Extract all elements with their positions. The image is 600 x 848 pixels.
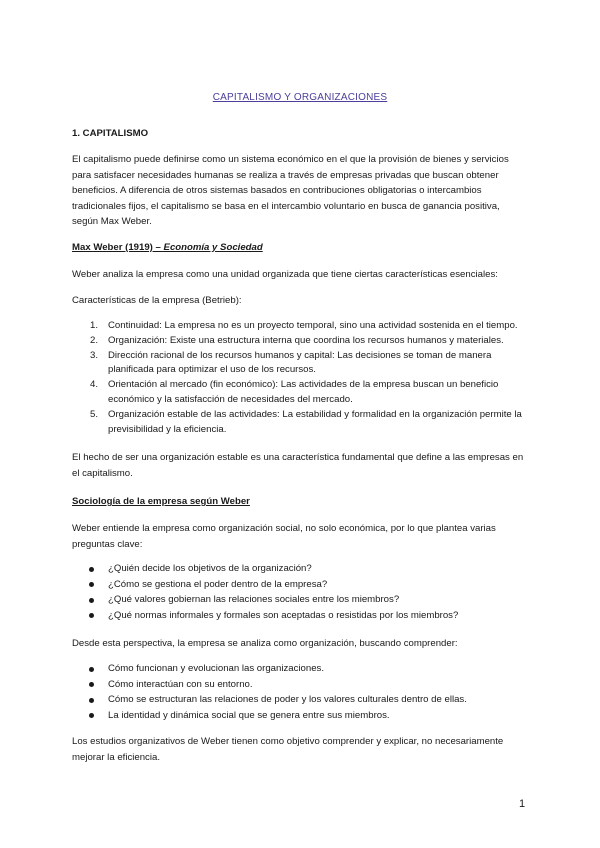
list-item-text: Orientación al mercado (fin económico): Las actividades de la empresa buscan un beneficio económico y la satisfacción de necesidades del mercado. <box>108 379 499 405</box>
aims-list <box>72 661 528 723</box>
final-conclusion-paragraph: Los estudios organizativos de Weber tienen como objetivo comprender y explicar, no necesariamente mejorar la eficiencia. <box>72 736 504 763</box>
list-item-number: 4. <box>90 379 99 391</box>
list-item-number: 3. <box>90 349 99 361</box>
list-item-number: 2. <box>90 334 99 346</box>
list-item <box>72 708 528 724</box>
weber-intro-paragraph: Weber analiza la empresa como una unidad organizada que tiene ciertas características esenciales: <box>72 269 498 280</box>
page-number: 1 <box>519 798 526 810</box>
list-item-text: Organización: Existe una estructura interna que coordina los recursos humanos y materiales. <box>108 334 504 346</box>
characteristics-list <box>72 319 528 437</box>
list-item <box>72 408 528 438</box>
section-heading-capitalismo: 1. CAPITALISMO <box>72 128 149 139</box>
list-item-text: La identidad y dinámica social que se genera entre sus miembros. <box>108 709 390 721</box>
bullet-icon <box>89 613 94 618</box>
list-item <box>72 378 528 408</box>
list-item-text: ¿Cómo se gestiona el poder dentro de la empresa? <box>108 578 328 590</box>
list-item <box>72 692 528 708</box>
capitalismo-intro-paragraph: El capitalismo puede definirse como un sistema económico en el que la provisión de bienes y servicios para satisfacer necesidades humanas se realiza a través de empresas privadas que buscan obtener beneficios. A diferencia de otros sistemas basados en contribuciones obligatorias o intercambios tradicionales fijos, el capitalismo se basa en el intercambio voluntario en busca de ganancia positiva, según Max Weber. <box>72 154 509 227</box>
list-item <box>72 592 528 608</box>
bullet-icon <box>89 667 94 672</box>
questions-list <box>72 561 528 623</box>
perspective-paragraph: Desde esta perspectiva, la empresa se analiza como organización, buscando comprender: <box>72 638 458 649</box>
list-item-text: Dirección racional de los recursos humanos y capital: Las decisiones se toman de manera planificada para optimizar el uso de los recursos. <box>108 349 492 376</box>
list-item-text: ¿Qué valores gobiernan las relaciones sociales entre los miembros? <box>108 594 400 605</box>
sociologia-heading: Sociología de la empresa según Weber <box>72 496 250 507</box>
bullet-icon <box>89 582 94 587</box>
bullet-icon <box>89 567 94 572</box>
list-item <box>72 319 528 334</box>
list-item <box>72 561 528 577</box>
document-title: CAPITALISMO Y ORGANIZACIONES <box>212 92 388 103</box>
weber-conclusion-paragraph: El hecho de ser una organización estable es una característica fundamental que define a las empresas en el capitalismo. <box>72 452 524 479</box>
list-item-text: ¿Quién decide los objetivos de la organización? <box>108 563 312 574</box>
list-item-number: 1. <box>90 320 99 331</box>
bullet-icon <box>89 713 94 718</box>
list-item-text: Organización estable de las actividades: La estabilidad y formalidad en la organización permite la previsibilidad y la eficiencia. <box>108 408 522 435</box>
list-item <box>72 608 528 624</box>
weber-heading-book: Economía y Sociedad <box>163 242 263 253</box>
list-item-number: 5. <box>90 408 99 420</box>
bullet-icon <box>89 598 94 603</box>
weber-heading <box>72 240 528 256</box>
characteristics-title: Características de la empresa (Betrieb): <box>72 295 242 306</box>
list-item <box>72 577 528 593</box>
list-item-text: ¿Qué normas informales y formales son aceptadas o resistidas por los miembros? <box>108 609 459 621</box>
list-item-text: Continuidad: La empresa no es un proyecto temporal, sino una actividad sostenida en el tiempo. <box>108 320 518 331</box>
list-item <box>72 661 528 677</box>
sociologia-intro-paragraph: Weber entiende la empresa como organización social, no solo económica, por lo que plantea varias preguntas clave: <box>72 523 496 550</box>
list-item-text: Cómo funcionan y evolucionan las organizaciones. <box>108 663 324 674</box>
bullet-icon <box>89 682 94 687</box>
list-item-text: Cómo se estructuran las relaciones de poder y los valores culturales dentro de ellas. <box>108 694 467 705</box>
list-item <box>72 349 528 379</box>
list-item <box>72 334 528 349</box>
weber-heading-text: Max Weber (1919) – <box>72 242 164 253</box>
bullet-icon <box>89 698 94 703</box>
list-item-text: Cómo interactúan con su entorno. <box>108 678 253 690</box>
list-item <box>72 677 528 693</box>
